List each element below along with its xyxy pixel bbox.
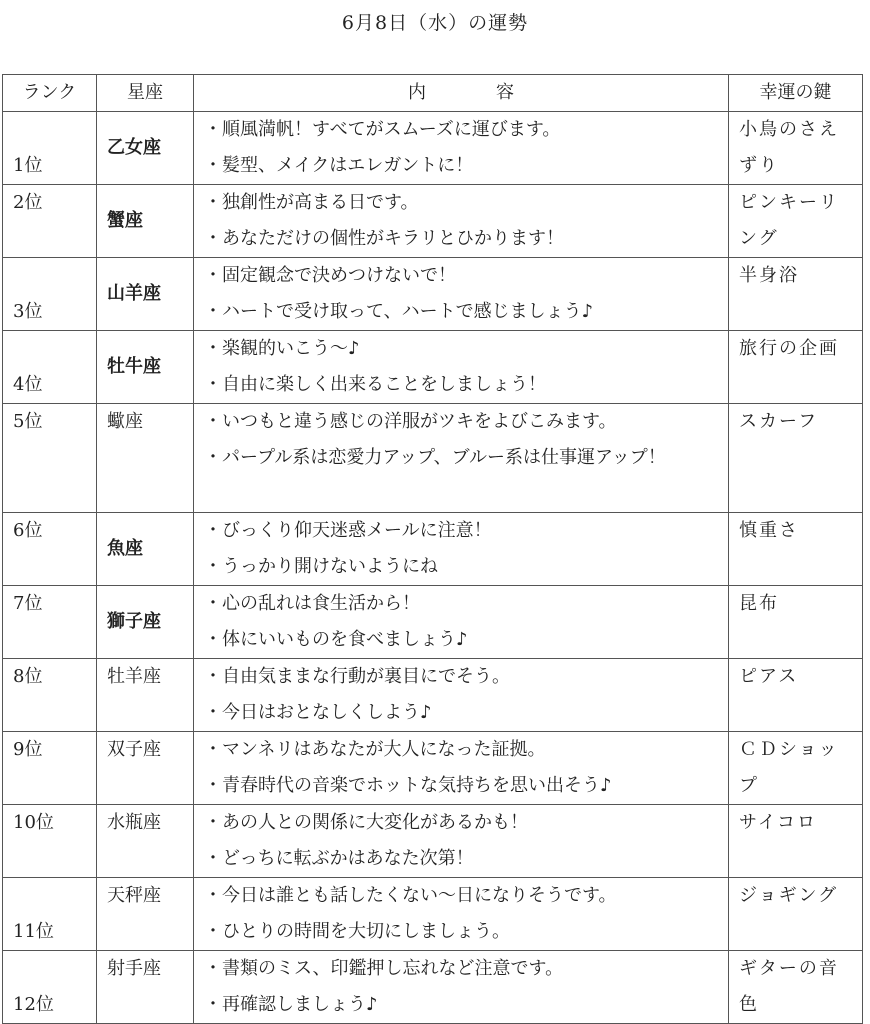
sign-cell: 乙女座 [97,112,194,185]
sign-cell: 魚座 [97,513,194,586]
table-row [3,258,863,331]
sign-cell: 蠍座 [97,404,194,513]
table-row [3,732,863,805]
lucky-key-cell: 半身浴 [729,258,863,331]
content-cell [194,404,729,513]
rank-cell: 11位 [3,878,97,951]
rank-cell: 8位 [3,659,97,732]
content-line: ・自由気ままな行動が裏目にでそう。 [204,666,510,687]
content-line: ・今日は誰とも話したくない～日になりそうです。 [204,885,617,906]
content-cell [194,513,729,586]
sign-cell: 天秤座 [97,878,194,951]
content-line: ・心の乱れは食生活から！ [204,593,420,614]
sign-cell: 蟹座 [97,185,194,258]
table-row [3,951,863,1024]
table-row [3,112,863,185]
lucky-key-cell: 小鳥のさえずり [729,112,863,185]
content-line: ・どっちに転ぶかはあなた次第！ [204,848,474,869]
rank-cell: 12位 [3,951,97,1024]
content-line: ・今日はおとなしくしよう♪ [204,702,432,723]
table-header-row [3,75,863,112]
rank-cell: 10位 [3,805,97,878]
content-line: ・ひとりの時間を大切にしましょう。 [204,921,510,942]
content-cell [194,659,729,732]
lucky-key-cell: サイコロ [729,805,863,878]
header-content [194,75,729,112]
header-content-a: 内 [408,82,426,103]
sign-cell: 牡羊座 [97,659,194,732]
header-sign: 星座 [97,75,194,112]
table-row [3,331,863,404]
content-line: ・書類のミス、印鑑押し忘れなど注意です。 [204,958,564,979]
rank-cell: 5位 [3,404,97,513]
lucky-key-cell: ジョギング [729,878,863,951]
header-rank: ランク [3,75,97,112]
content-line: ・びっくり仰天迷惑メールに注意！ [204,520,492,541]
sign-cell: 山羊座 [97,258,194,331]
content-line: ・自由に楽しく出来ることをしましょう！ [204,374,546,395]
rank-cell: 7位 [3,586,97,659]
content-cell [194,586,729,659]
content-line: ・順風満帆！すべてがスムーズに運びます。 [204,119,561,140]
content-line: ・あの人との関係に大変化があるかも！ [204,812,528,833]
content-line: ・いつもと違う感じの洋服がツキをよびこみます。 [204,411,617,432]
lucky-key-cell: ピアス [729,659,863,732]
table-row [3,805,863,878]
fortune-table [2,74,863,1024]
table-row [3,586,863,659]
content-line: ・再確認しましょう♪ [204,994,378,1015]
content-line: ・あなただけの個性がキラリとひかります！ [204,228,564,249]
content-line: ・楽観的いこう～♪ [204,338,360,359]
content-line: ・うっかり開けないようにね [204,556,438,577]
table-row [3,404,863,513]
content-cell [194,185,729,258]
lucky-key-cell: 旅行の企画 [729,331,863,404]
content-cell [194,331,729,404]
lucky-key-cell: ピンキーリング [729,185,863,258]
content-line: ・青春時代の音楽でホットな気持ちを思い出そう♪ [204,775,612,796]
rank-cell: 6位 [3,513,97,586]
content-cell [194,878,729,951]
content-cell [194,258,729,331]
lucky-key-cell: ギターの音色 [729,951,863,1024]
rank-cell: 4位 [3,331,97,404]
rank-cell: 2位 [3,185,97,258]
content-line: ・パープル系は恋愛力アップ、ブルー系は仕事運アップ！ [204,447,666,468]
content-line: ・体にいいものを食べましょう♪ [204,629,468,650]
rank-cell: 9位 [3,732,97,805]
sign-cell: 双子座 [97,732,194,805]
sign-cell: 射手座 [97,951,194,1024]
lucky-key-cell: 昆布 [729,586,863,659]
content-line: ・独創性が高まる日です。 [204,192,419,213]
lucky-key-cell: スカーフ [729,404,863,513]
rank-cell: 1位 [3,112,97,185]
sign-cell: 牡牛座 [97,331,194,404]
table-row [3,185,863,258]
content-line: ・ハートで受け取って、ハートで感じましょう♪ [204,301,594,322]
content-line: ・固定観念で決めつけないで！ [204,265,456,286]
header-content-b: 容 [496,82,514,103]
content-line: ・マンネリはあなたが大人になった証拠。 [204,739,546,760]
content-cell [194,805,729,878]
table-row [3,878,863,951]
content-cell [194,732,729,805]
header-key: 幸運の鍵 [729,75,863,112]
content-cell [194,951,729,1024]
rank-cell: 3位 [3,258,97,331]
table-row [3,513,863,586]
sign-cell: 獅子座 [97,586,194,659]
lucky-key-cell: 慎重さ [729,513,863,586]
content-line: ・髪型、メイクはエレガントに！ [204,155,474,176]
sign-cell: 水瓶座 [97,805,194,878]
page-title: 6月8日（水）の運勢 [341,12,529,34]
table-row [3,659,863,732]
content-cell [194,112,729,185]
lucky-key-cell: ＣＤショップ [729,732,863,805]
